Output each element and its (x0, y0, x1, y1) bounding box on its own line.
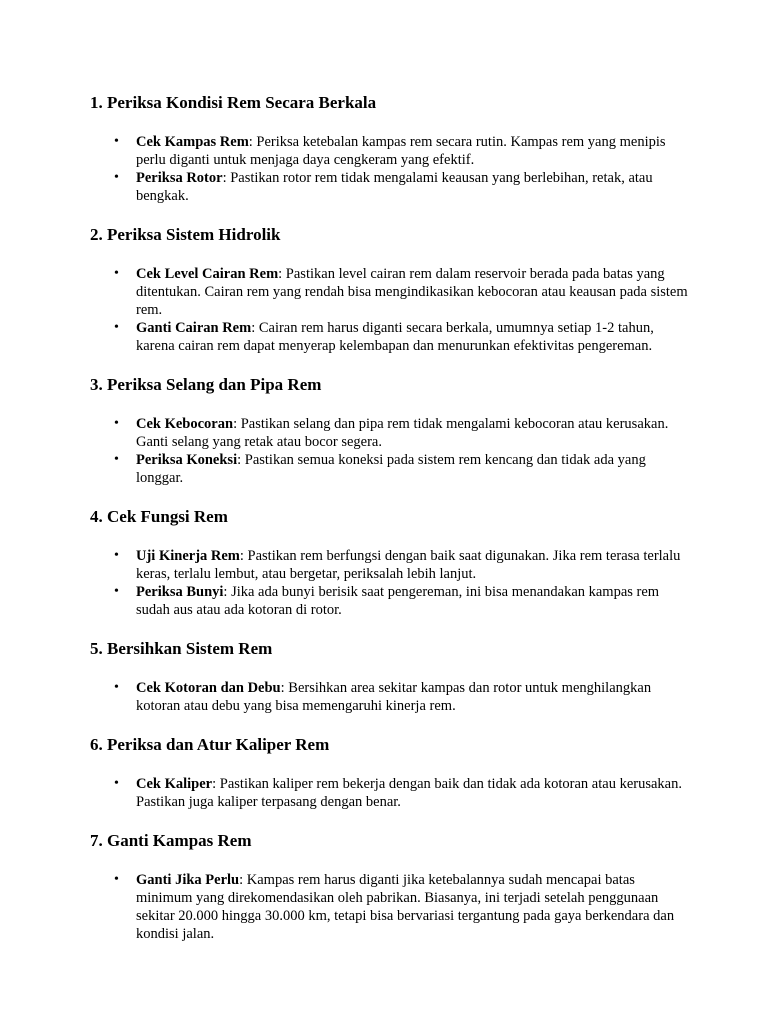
bullet-icon: • (114, 872, 119, 887)
item-term: Periksa Rotor (136, 170, 223, 186)
section-title: 1. Periksa Kondisi Rem Secara Berkala (90, 93, 377, 112)
item-term: Cek Kaliper (136, 776, 213, 792)
bullet-icon: • (114, 548, 119, 563)
item-description: : Jika ada bunyi berisik saat pengereman, ini bisa menandakan kampas rem sudah aus atau ada kotoran di rotor. (136, 584, 660, 618)
item-description: : Pastikan kaliper rem bekerja dengan baik dan tidak ada kotoran atau kerusakan. Pastikan juga kaliper terpasang dengan benar. (136, 776, 682, 810)
bullet-list (90, 133, 688, 205)
bullet-list (90, 679, 688, 715)
bullet-list (90, 547, 688, 619)
section-2 (90, 224, 688, 355)
item-description: : Pastikan selang dan pipa rem tidak mengalami kebocoran atau kerusakan. Ganti selang yang retak atau bocor segera. (136, 416, 669, 450)
list-item (114, 547, 688, 583)
item-description: : Pastikan rem berfungsi dengan baik saat digunakan. Jika rem terasa terlalu keras, terlalu lembut, atau bergetar, periksalah lebih lanjut. (136, 548, 681, 582)
list-item (114, 319, 688, 355)
section-title: 3. Periksa Selang dan Pipa Rem (90, 375, 322, 394)
bullet-icon: • (114, 320, 119, 335)
item-description: : Pastikan semua koneksi pada sistem rem kencang dan tidak ada yang longgar. (136, 452, 646, 486)
bullet-list (90, 265, 688, 355)
list-item (114, 451, 688, 487)
section-title: 6. Periksa dan Atur Kaliper Rem (90, 735, 330, 754)
item-term: Ganti Jika Perlu (136, 872, 240, 888)
item-description: : Periksa ketebalan kampas rem secara rutin. Kampas rem yang menipis perlu diganti untuk menjaga daya cengkeram yang efektif. (136, 134, 666, 168)
bullet-icon: • (114, 266, 119, 281)
section-title: 5. Bersihkan Sistem Rem (90, 639, 273, 658)
item-term: Uji Kinerja Rem (136, 548, 240, 564)
bullet-icon: • (114, 170, 119, 185)
list-item (114, 415, 688, 451)
item-term: Cek Kampas Rem (136, 134, 249, 150)
item-term: Cek Kotoran dan Debu (136, 680, 281, 696)
section-title: 7. Ganti Kampas Rem (90, 831, 252, 850)
section-4 (90, 506, 688, 619)
bullet-icon: • (114, 452, 119, 467)
item-term: Cek Level Cairan Rem (136, 266, 279, 282)
section-1 (90, 92, 688, 205)
list-item (114, 265, 688, 319)
section-title: 4. Cek Fungsi Rem (90, 507, 228, 526)
list-item (114, 169, 688, 205)
bullet-icon: • (114, 134, 119, 149)
section-title: 2. Periksa Sistem Hidrolik (90, 225, 281, 244)
item-term: Periksa Koneksi (136, 452, 238, 468)
item-description: : Kampas rem harus diganti jika ketebalannya sudah mencapai batas minimum yang direkomendasikan oleh pabrikan. Biasanya, ini terjadi setelah penggunaan sekitar 20.000 hingga 30.000 km, tetapi bisa bervariasi tergantung pada gaya berkendara dan kondisi jalan. (136, 872, 675, 942)
bullet-list (90, 415, 688, 487)
list-item (114, 871, 688, 943)
bullet-icon: • (114, 416, 119, 431)
bullet-icon: • (114, 584, 119, 599)
item-description: : Bersihkan area sekitar kampas dan rotor untuk menghilangkan kotoran atau debu yang bisa memengaruhi kinerja rem. (136, 680, 652, 714)
list-item (114, 133, 688, 169)
bullet-list (90, 775, 688, 811)
item-term: Periksa Bunyi (136, 584, 224, 600)
item-description: : Pastikan level cairan rem dalam reservoir berada pada batas yang ditentukan. Cairan rem yang rendah bisa mengindikasikan kebocoran atau keausan pada sistem rem. (136, 266, 688, 318)
section-7 (90, 830, 688, 943)
list-item (114, 775, 688, 811)
list-item (114, 679, 688, 715)
item-description: : Cairan rem harus diganti secara berkala, umumnya setiap 1-2 tahun, karena cairan rem dapat menyerap kelembapan dan menurunkan efektivitas pengereman. (136, 320, 654, 354)
bullet-list (90, 871, 688, 943)
item-description: : Pastikan rotor rem tidak mengalami keausan yang berlebihan, retak, atau bengkak. (136, 170, 653, 204)
item-term: Cek Kebocoran (136, 416, 234, 432)
list-item (114, 583, 688, 619)
bullet-icon: • (114, 776, 119, 791)
section-5 (90, 638, 688, 715)
section-6 (90, 734, 688, 811)
section-3 (90, 374, 688, 487)
item-term: Ganti Cairan Rem (136, 320, 252, 336)
bullet-icon: • (114, 680, 119, 695)
